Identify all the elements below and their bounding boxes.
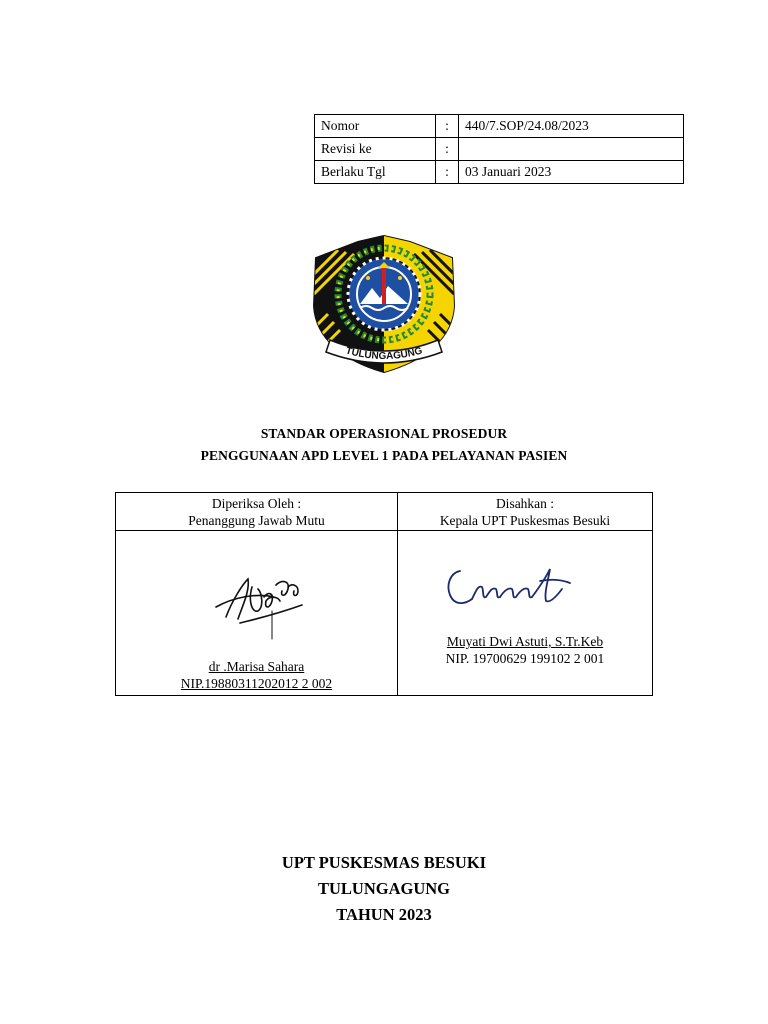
doc-info-row-revisi [315, 138, 684, 161]
reviewer-role: Penanggung Jawab Mutu [188, 512, 325, 528]
document-year: TAHUN 2023 [336, 905, 432, 924]
doc-info-value [459, 138, 684, 161]
approval-table [115, 492, 653, 696]
doc-info-row-nomor [315, 115, 684, 138]
doc-info-separator: : [436, 138, 459, 161]
reviewer-header [116, 493, 398, 531]
reviewer-name: dr .Marisa Sahara [208, 659, 305, 674]
approver-nip: NIP. 19700629 199102 2 001 [445, 651, 605, 666]
approver-signature-icon [442, 561, 592, 615]
reviewer-signature-cell [116, 531, 398, 696]
reviewer-nip: NIP.19880311202012 2 002 [180, 676, 333, 691]
approver-label: Disahkan : [495, 495, 555, 511]
document-info-table [314, 114, 684, 184]
institution-name: UPT PUSKESMAS BESUKI [281, 853, 487, 872]
approver-signature-cell [398, 531, 653, 696]
logo-ribbon-text: TULUNGAGUNG [344, 345, 424, 363]
doc-info-row-berlaku [315, 161, 684, 184]
approval-signature-row [116, 531, 653, 696]
reviewer-signature-icon [212, 567, 312, 641]
doc-info-label: Nomor [315, 115, 436, 138]
doc-info-value: 03 Januari 2023 [459, 161, 684, 184]
doc-info-label: Berlaku Tgl [315, 161, 436, 184]
document-subtitle: PENGGUNAAN APD LEVEL 1 PADA PELAYANAN PASIEN [200, 448, 568, 463]
tulungagung-coat-of-arms-icon [308, 228, 460, 376]
approval-header-row [116, 493, 653, 531]
institution-city: TULUNGAGUNG [317, 879, 450, 898]
doc-info-separator: : [436, 115, 459, 138]
doc-info-value: 440/7.SOP/24.08/2023 [459, 115, 684, 138]
approver-role: Kepala UPT Puskesmas Besuki [439, 512, 611, 528]
approver-header [398, 493, 653, 531]
reviewer-label: Diperiksa Oleh : [211, 495, 302, 511]
approver-name: Muyati Dwi Astuti, S.Tr.Keb [446, 634, 604, 649]
document-title: STANDAR OPERASIONAL PROSEDUR [260, 426, 508, 441]
doc-info-separator: : [436, 161, 459, 184]
doc-info-label: Revisi ke [315, 138, 436, 161]
